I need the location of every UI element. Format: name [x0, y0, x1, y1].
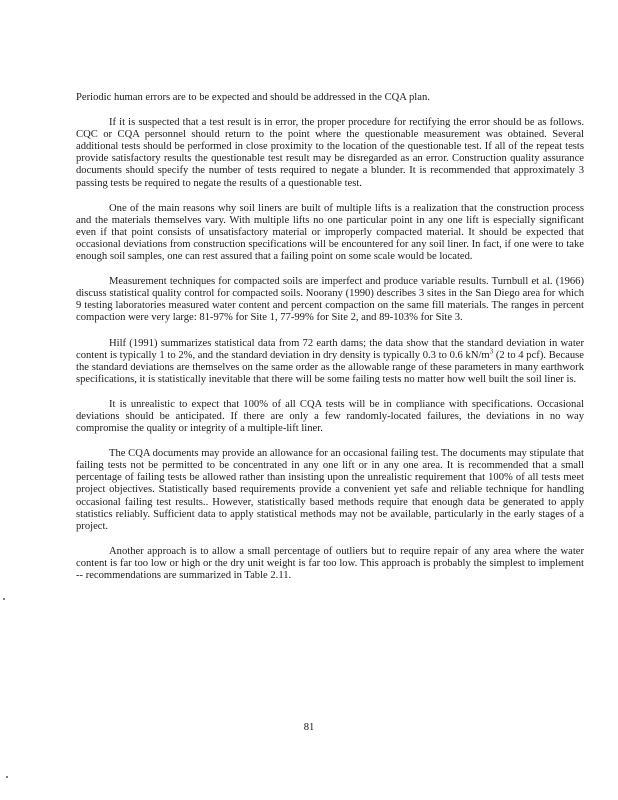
- paragraph-multiple-lifts: One of the main reasons why soil liners are built of multiple lifts is a realization that the construction process and the materials themselves vary. With multiple lifts no one particular point in any one lift is especially significant even if that point consists of unsatisfactory material or improperly compacted material. It should be expected that occasional deviations from construction specifications will be encountered for any soil liner. In fact, if one were to take enough soil samples, one can rest assured that a failing point on some scale would be located.: [76, 202, 584, 263]
- scan-speck: [6, 776, 8, 778]
- paragraph-hilf-statistics: [76, 338, 584, 386]
- hilf-text-before: Hilf (1991) summarizes statistical data from 72 earth dams; the data show that the standard deviation in water content is typically 1 to 2%, and the standard deviation in dry density is typically 0.3 to 0.6 kN/m: [76, 337, 584, 361]
- paragraph-unrealistic-compliance: It is unrealistic to expect that 100% of all CQA tests will be in compliance with specifications. Occasional deviations should be anticipated. If there are only a few randomly-located failures, the deviations in no way compromise the quality or integrity of a multiple-lift liner.: [76, 398, 584, 435]
- hilf-text-after: (2 to 4 pcf). Because the standard deviations are themselves on the same order as the allowable range of these parameters in many earthwork specifications, it is statistically inevitable that there will be some failing tests no matter how well built the soil liner is.: [76, 349, 584, 385]
- paragraph-human-errors: Periodic human errors are to be expected and should be addressed in the CQA plan.: [76, 92, 430, 103]
- page-number: 81: [303, 722, 315, 733]
- paragraph-failing-test-allowance: The CQA documents may provide an allowance for an occasional failing test. The documents may stipulate that failing tests not be permitted to be concentrated in any one lift or in any one area. It is recommended that a small percentage of failing tests be allowed rather than insisting upon the unrealistic requirement that 100% of all tests meet project objectives. Statistically based requirements provide a convenient yet safe and reliable technique for handling occasional failing test results.. However, statistically based methods require that enough data be generated to apply statistics reliably. Sufficient data to apply statistical methods may not be available, particularly in the early stages of a project.: [76, 448, 584, 532]
- paragraph-test-result-error: If it is suspected that a test result is in error, the proper procedure for rectifying the error should be as follows. CQC or CQA personnel should return to the point where the questionable measurement was obtained. Several additional tests should be performed in close proximity to the location of the questionable test. If all of the repeat tests provide satisfactory results the questionable test result may be disregarded as an error. Construction quality assurance documents should specify the number of tests required to negate a blunder. It is recommended that approximately 3 passing tests be required to negate the results of a questionable test.: [76, 117, 584, 189]
- document-page: [76, 92, 584, 595]
- scan-speck: [3, 598, 5, 600]
- hilf-superscript: 3: [489, 347, 494, 356]
- paragraph-another-approach: Another approach is to allow a small percentage of outliers but to require repair of any area where the water content is far too low or high or the dry unit weight is far too low. This approach is probably the simplest to implement -- recommendations are summarized in Table 2.11.: [76, 545, 584, 581]
- paragraph-measurement-techniques: Measurement techniques for compacted soils are imperfect and produce variable results. Turnbull et al. (1966) discuss statistical quality control for compacted soils. Noorany (1990) describes 3 sites in the San Diego area for which 9 testing laboratories measured water content and percent compaction on the same fill materials. The ranges in percent compaction were very large: 81-97% for Site 1, 77-99% for Site 2, and 89-103% for Site 3.: [76, 276, 584, 324]
